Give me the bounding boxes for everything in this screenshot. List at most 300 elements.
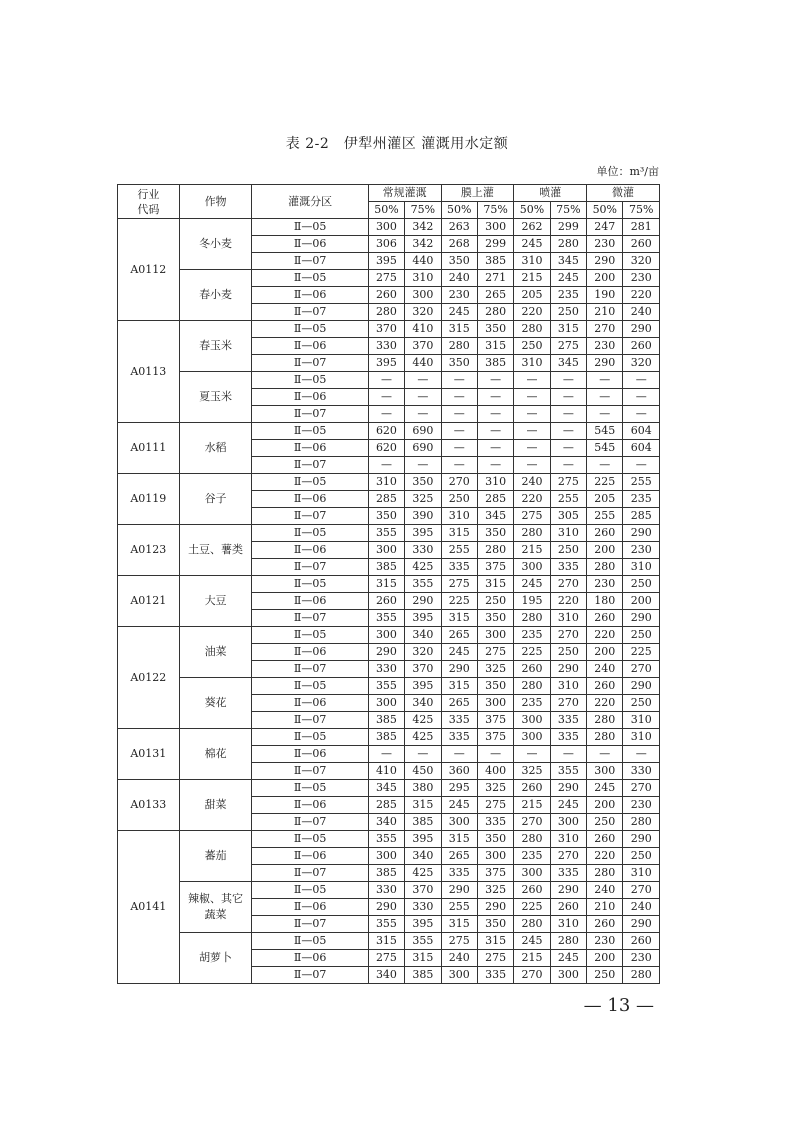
quota-value-cell: 270 — [550, 627, 586, 644]
zone-cell: Ⅱ—05 — [252, 933, 368, 950]
quota-value-cell: 235 — [514, 627, 550, 644]
quota-value-cell: 300 — [368, 695, 404, 712]
zone-cell: Ⅱ—07 — [252, 253, 368, 270]
industry-code-cell: A0119 — [118, 474, 180, 525]
zone-cell: Ⅱ—06 — [252, 236, 368, 253]
quota-value-cell: 240 — [441, 270, 477, 287]
quota-value-cell: 290 — [368, 899, 404, 916]
quota-value-cell: 250 — [550, 644, 586, 661]
quota-value-cell: 300 — [441, 967, 477, 984]
quota-value-cell: 300 — [477, 695, 513, 712]
header-method-conventional: 常规灌溉 — [368, 185, 441, 202]
quota-value-cell: 330 — [368, 882, 404, 899]
quota-value-cell: 335 — [550, 712, 586, 729]
quota-value-cell: 260 — [368, 287, 404, 304]
quota-value-cell: — — [623, 389, 660, 406]
zone-cell: Ⅱ—05 — [252, 627, 368, 644]
quota-value-cell: 299 — [477, 236, 513, 253]
quota-value-cell: 260 — [368, 593, 404, 610]
quota-value-cell: 315 — [441, 678, 477, 695]
quota-value-cell: — — [368, 746, 404, 763]
quota-value-cell: 385 — [368, 865, 404, 882]
quota-value-cell: 335 — [441, 865, 477, 882]
crop-name-cell: 夏玉米 — [179, 372, 252, 423]
quota-value-cell: 300 — [514, 865, 550, 882]
quota-value-cell: 690 — [405, 423, 441, 440]
quota-value-cell: 335 — [477, 814, 513, 831]
quota-value-cell: 285 — [623, 508, 660, 525]
quota-value-cell: 271 — [477, 270, 513, 287]
quota-value-cell: 385 — [477, 253, 513, 270]
quota-value-cell: — — [623, 457, 660, 474]
zone-cell: Ⅱ—06 — [252, 389, 368, 406]
quota-value-cell: 280 — [623, 814, 660, 831]
quota-value-cell: 265 — [441, 695, 477, 712]
quota-value-cell: — — [550, 746, 586, 763]
quota-value-cell: 545 — [587, 423, 623, 440]
quota-value-cell: 425 — [405, 712, 441, 729]
quota-value-cell: 245 — [514, 576, 550, 593]
quota-value-cell: 350 — [368, 508, 404, 525]
quota-value-cell: 260 — [587, 525, 623, 542]
header-pct: 50% — [514, 202, 550, 219]
zone-cell: Ⅱ—06 — [252, 542, 368, 559]
quota-value-cell: 310 — [514, 355, 550, 372]
zone-cell: Ⅱ—05 — [252, 831, 368, 848]
table-row — [118, 525, 660, 542]
quota-value-cell: 300 — [368, 219, 404, 236]
zone-cell: Ⅱ—07 — [252, 406, 368, 423]
quota-value-cell: 260 — [550, 899, 586, 916]
quota-value-cell: 230 — [623, 270, 660, 287]
quota-value-cell: 345 — [368, 780, 404, 797]
crop-name-cell: 水稻 — [179, 423, 252, 474]
quota-value-cell: 325 — [477, 661, 513, 678]
quota-value-cell: — — [477, 746, 513, 763]
quota-value-cell: 315 — [368, 576, 404, 593]
quota-value-cell: 360 — [441, 763, 477, 780]
industry-code-cell: A0111 — [118, 423, 180, 474]
quota-value-cell: 300 — [477, 219, 513, 236]
quota-value-cell: 265 — [441, 848, 477, 865]
quota-value-cell: 240 — [623, 899, 660, 916]
quota-value-cell: 200 — [587, 542, 623, 559]
quota-value-cell: 350 — [405, 474, 441, 491]
quota-value-cell: 290 — [587, 355, 623, 372]
quota-value-cell: 315 — [477, 933, 513, 950]
quota-value-cell: 345 — [550, 253, 586, 270]
quota-value-cell: 280 — [514, 525, 550, 542]
quota-value-cell: — — [623, 746, 660, 763]
quota-value-cell: 306 — [368, 236, 404, 253]
crop-name-cell: 大豆 — [179, 576, 252, 627]
quota-value-cell: 250 — [477, 593, 513, 610]
quota-value-cell: 260 — [623, 236, 660, 253]
quota-value-cell: 355 — [405, 933, 441, 950]
table-row — [118, 882, 660, 899]
quota-value-cell: 300 — [477, 848, 513, 865]
quota-value-cell: 260 — [587, 831, 623, 848]
quota-value-cell: 200 — [587, 270, 623, 287]
quota-value-cell: 220 — [587, 695, 623, 712]
quota-value-cell: — — [587, 746, 623, 763]
quota-value-cell: 290 — [550, 882, 586, 899]
quota-value-cell: 395 — [405, 525, 441, 542]
crop-name-cell: 辣椒、其它 蔬菜 — [179, 882, 252, 933]
quota-value-cell: 225 — [587, 474, 623, 491]
quota-value-cell: 299 — [550, 219, 586, 236]
quota-value-cell: 375 — [477, 729, 513, 746]
quota-value-cell: 310 — [368, 474, 404, 491]
quota-value-cell: 355 — [368, 678, 404, 695]
quota-value-cell: 315 — [441, 916, 477, 933]
quota-value-cell: 340 — [368, 814, 404, 831]
quota-value-cell: 247 — [587, 219, 623, 236]
quota-value-cell: 335 — [550, 729, 586, 746]
quota-value-cell: 250 — [623, 627, 660, 644]
header-pct: 75% — [623, 202, 660, 219]
zone-cell: Ⅱ—05 — [252, 882, 368, 899]
table-header — [118, 185, 660, 219]
quota-value-cell: 380 — [405, 780, 441, 797]
quota-value-cell: 395 — [405, 831, 441, 848]
zone-cell: Ⅱ—07 — [252, 559, 368, 576]
zone-cell: Ⅱ—06 — [252, 491, 368, 508]
quota-value-cell: 280 — [514, 321, 550, 338]
zone-cell: Ⅱ—05 — [252, 270, 368, 287]
header-crop: 作物 — [179, 185, 252, 219]
quota-value-cell: 225 — [623, 644, 660, 661]
quota-value-cell: 220 — [587, 848, 623, 865]
quota-value-cell: 210 — [587, 899, 623, 916]
quota-value-cell: 215 — [514, 950, 550, 967]
header-pct: 75% — [550, 202, 586, 219]
quota-value-cell: 215 — [514, 270, 550, 287]
quota-value-cell: 260 — [587, 916, 623, 933]
quota-value-cell: 268 — [441, 236, 477, 253]
quota-value-cell: 300 — [550, 967, 586, 984]
crop-name-cell: 油菜 — [179, 627, 252, 678]
quota-value-cell: 220 — [623, 287, 660, 304]
quota-value-cell: 285 — [477, 491, 513, 508]
quota-value-cell: 310 — [514, 253, 550, 270]
table-row — [118, 372, 660, 389]
quota-value-cell: 395 — [405, 678, 441, 695]
quota-value-cell: — — [441, 440, 477, 457]
quota-value-cell: — — [441, 423, 477, 440]
quota-value-cell: 330 — [623, 763, 660, 780]
quota-value-cell: 370 — [405, 882, 441, 899]
quota-value-cell: 230 — [441, 287, 477, 304]
quota-value-cell: 310 — [623, 729, 660, 746]
quota-value-cell: — — [477, 457, 513, 474]
quota-value-cell: 315 — [550, 321, 586, 338]
quota-value-cell: 325 — [477, 882, 513, 899]
zone-cell: Ⅱ—07 — [252, 661, 368, 678]
quota-value-cell: — — [368, 389, 404, 406]
quota-value-cell: 315 — [441, 321, 477, 338]
quota-value-cell: — — [623, 406, 660, 423]
quota-value-cell: 270 — [514, 967, 550, 984]
quota-value-cell: 195 — [514, 593, 550, 610]
industry-code-cell: A0123 — [118, 525, 180, 576]
unit-label: 单位：m³/亩 — [596, 165, 659, 178]
quota-value-cell: 255 — [587, 508, 623, 525]
quota-value-cell: 270 — [441, 474, 477, 491]
quota-value-cell: 270 — [623, 780, 660, 797]
crop-name-cell: 春小麦 — [179, 270, 252, 321]
quota-value-cell: 355 — [368, 916, 404, 933]
quota-value-cell: — — [514, 389, 550, 406]
header-zone: 灌溉分区 — [252, 185, 368, 219]
quota-value-cell: 245 — [587, 780, 623, 797]
quota-value-cell: 300 — [441, 814, 477, 831]
quota-value-cell: 215 — [514, 542, 550, 559]
quota-value-cell: 250 — [623, 576, 660, 593]
quota-value-cell: 342 — [405, 236, 441, 253]
table-title: 表 2-2 伊犁州灌区 灌溉用水定额 — [285, 136, 509, 152]
quota-value-cell: 250 — [441, 491, 477, 508]
quota-value-cell: 260 — [514, 780, 550, 797]
quota-value-cell: 255 — [441, 899, 477, 916]
quota-value-cell: 350 — [477, 831, 513, 848]
crop-name-cell: 冬小麦 — [179, 219, 252, 270]
quota-value-cell: 340 — [405, 695, 441, 712]
quota-value-cell: 310 — [623, 712, 660, 729]
quota-value-cell: 260 — [514, 882, 550, 899]
quota-value-cell: 290 — [623, 321, 660, 338]
quota-value-cell: 280 — [514, 831, 550, 848]
quota-value-cell: 280 — [550, 933, 586, 950]
quota-value-cell: 330 — [368, 338, 404, 355]
quota-value-cell: — — [405, 389, 441, 406]
zone-cell: Ⅱ—05 — [252, 678, 368, 695]
quota-value-cell: 200 — [587, 950, 623, 967]
quota-value-cell: — — [368, 457, 404, 474]
quota-value-cell: 425 — [405, 559, 441, 576]
zone-cell: Ⅱ—06 — [252, 797, 368, 814]
quota-value-cell: 300 — [514, 712, 550, 729]
quota-value-cell: 265 — [441, 627, 477, 644]
quota-value-cell: 440 — [405, 253, 441, 270]
quota-value-cell: 604 — [623, 423, 660, 440]
quota-value-cell: 335 — [477, 967, 513, 984]
quota-value-cell: 200 — [587, 797, 623, 814]
crop-name-cell: 土豆、薯类 — [179, 525, 252, 576]
crop-name-cell: 棉花 — [179, 729, 252, 780]
quota-value-cell: 310 — [550, 678, 586, 695]
quota-value-cell: 375 — [477, 712, 513, 729]
quota-value-cell: 240 — [587, 661, 623, 678]
quota-value-cell: 245 — [441, 644, 477, 661]
quota-value-cell: 230 — [587, 576, 623, 593]
quota-value-cell: 330 — [368, 661, 404, 678]
crop-name-cell: 甜菜 — [179, 780, 252, 831]
table-row — [118, 933, 660, 950]
quota-value-cell: 245 — [514, 236, 550, 253]
zone-cell: Ⅱ—05 — [252, 423, 368, 440]
quota-value-cell: 400 — [477, 763, 513, 780]
quota-value-cell: 315 — [441, 525, 477, 542]
zone-cell: Ⅱ—07 — [252, 304, 368, 321]
quota-value-cell: 320 — [623, 355, 660, 372]
table-row — [118, 423, 660, 440]
quota-value-cell: 290 — [623, 525, 660, 542]
quota-value-cell: — — [441, 457, 477, 474]
quota-value-cell: 230 — [587, 338, 623, 355]
quota-value-cell: 290 — [477, 899, 513, 916]
quota-value-cell: 260 — [623, 338, 660, 355]
quota-value-cell: 250 — [550, 542, 586, 559]
quota-value-cell: 450 — [405, 763, 441, 780]
quota-value-cell: 280 — [477, 304, 513, 321]
quota-value-cell: 345 — [550, 355, 586, 372]
table-row — [118, 729, 660, 746]
quota-value-cell: 342 — [405, 219, 441, 236]
quota-value-cell: 425 — [405, 865, 441, 882]
quota-value-cell: 240 — [514, 474, 550, 491]
quota-value-cell: 425 — [405, 729, 441, 746]
industry-code-cell: A0112 — [118, 219, 180, 321]
quota-value-cell: 190 — [587, 287, 623, 304]
quota-value-cell: 395 — [405, 916, 441, 933]
quota-value-cell: — — [514, 423, 550, 440]
quota-value-cell: 620 — [368, 423, 404, 440]
quota-value-cell: 350 — [441, 355, 477, 372]
header-pct: 50% — [368, 202, 404, 219]
quota-value-cell: — — [368, 372, 404, 389]
quota-value-cell: — — [405, 372, 441, 389]
zone-cell: Ⅱ—07 — [252, 712, 368, 729]
quota-value-cell: — — [550, 457, 586, 474]
quota-value-cell: 300 — [514, 559, 550, 576]
quota-value-cell: 310 — [550, 610, 586, 627]
quota-value-cell: 245 — [550, 797, 586, 814]
quota-value-cell: 340 — [368, 967, 404, 984]
table-body — [118, 219, 660, 984]
quota-value-cell: 315 — [405, 950, 441, 967]
quota-value-cell: 385 — [477, 355, 513, 372]
quota-value-cell: 290 — [441, 661, 477, 678]
quota-value-cell: 280 — [587, 559, 623, 576]
quota-value-cell: 375 — [477, 865, 513, 882]
crop-name-cell: 谷子 — [179, 474, 252, 525]
quota-value-cell: 280 — [587, 865, 623, 882]
quota-value-cell: 355 — [405, 576, 441, 593]
quota-value-cell: 225 — [514, 644, 550, 661]
quota-value-cell: 290 — [441, 882, 477, 899]
header-pct: 75% — [477, 202, 513, 219]
irrigation-quota-table — [117, 184, 660, 984]
crop-name-cell: 胡萝卜 — [179, 933, 252, 984]
quota-value-cell: 220 — [514, 491, 550, 508]
quota-value-cell: — — [550, 440, 586, 457]
quota-value-cell: 225 — [514, 899, 550, 916]
zone-cell: Ⅱ—07 — [252, 763, 368, 780]
quota-value-cell: — — [587, 406, 623, 423]
header-method-micro: 微灌 — [587, 185, 660, 202]
quota-value-cell: 275 — [477, 950, 513, 967]
zone-cell: Ⅱ—07 — [252, 457, 368, 474]
quota-value-cell: — — [514, 372, 550, 389]
table-row — [118, 474, 660, 491]
industry-code-cell: A0121 — [118, 576, 180, 627]
quota-value-cell: 290 — [623, 610, 660, 627]
header-method-sprinkler: 喷灌 — [514, 185, 587, 202]
quota-value-cell: 210 — [587, 304, 623, 321]
quota-value-cell: — — [550, 372, 586, 389]
zone-cell: Ⅱ—05 — [252, 219, 368, 236]
table-row — [118, 627, 660, 644]
header-industry-code: 行业 代码 — [118, 185, 180, 219]
quota-value-cell: 270 — [587, 321, 623, 338]
quota-value-cell: — — [477, 423, 513, 440]
quota-value-cell: 280 — [587, 712, 623, 729]
quota-value-cell: 335 — [441, 559, 477, 576]
quota-value-cell: — — [477, 440, 513, 457]
quota-value-cell: 335 — [550, 559, 586, 576]
quota-value-cell: 335 — [441, 729, 477, 746]
quota-value-cell: 260 — [623, 933, 660, 950]
quota-value-cell: 325 — [514, 763, 550, 780]
quota-value-cell: 262 — [514, 219, 550, 236]
quota-value-cell: 300 — [368, 848, 404, 865]
industry-code-cell: A0141 — [118, 831, 180, 984]
quota-value-cell: 250 — [623, 695, 660, 712]
zone-cell: Ⅱ—06 — [252, 644, 368, 661]
quota-value-cell: 260 — [587, 678, 623, 695]
quota-value-cell: 230 — [623, 797, 660, 814]
header-pct: 75% — [405, 202, 441, 219]
quota-value-cell: 270 — [550, 848, 586, 865]
quota-value-cell: 245 — [441, 797, 477, 814]
quota-value-cell: 315 — [477, 576, 513, 593]
quota-value-cell: 315 — [441, 610, 477, 627]
quota-value-cell: 340 — [405, 627, 441, 644]
quota-value-cell: 330 — [405, 899, 441, 916]
quota-value-cell: 260 — [514, 661, 550, 678]
industry-code-cell: A0122 — [118, 627, 180, 729]
quota-value-cell: 245 — [550, 950, 586, 967]
industry-code-cell: A0113 — [118, 321, 180, 423]
quota-value-cell: 290 — [550, 780, 586, 797]
quota-value-cell: 225 — [441, 593, 477, 610]
table-row — [118, 576, 660, 593]
quota-value-cell: 335 — [550, 865, 586, 882]
quota-value-cell: 280 — [514, 678, 550, 695]
quota-value-cell: 250 — [587, 814, 623, 831]
quota-value-cell: 220 — [550, 593, 586, 610]
quota-value-cell: 250 — [550, 304, 586, 321]
quota-value-cell: 270 — [550, 695, 586, 712]
quota-value-cell: 310 — [477, 474, 513, 491]
quota-value-cell: 290 — [623, 916, 660, 933]
quota-value-cell: 275 — [477, 797, 513, 814]
zone-cell: Ⅱ—06 — [252, 746, 368, 763]
header-pct: 50% — [441, 202, 477, 219]
quota-value-cell: 310 — [550, 831, 586, 848]
quota-value-cell: 290 — [587, 253, 623, 270]
quota-value-cell: 350 — [477, 525, 513, 542]
crop-name-cell: 葵花 — [179, 678, 252, 729]
quota-value-cell: 375 — [477, 559, 513, 576]
quota-value-cell: 280 — [550, 236, 586, 253]
quota-value-cell: — — [441, 389, 477, 406]
quota-value-cell: — — [514, 406, 550, 423]
quota-value-cell: 410 — [405, 321, 441, 338]
quota-value-cell: 255 — [623, 474, 660, 491]
quota-value-cell: 275 — [550, 474, 586, 491]
